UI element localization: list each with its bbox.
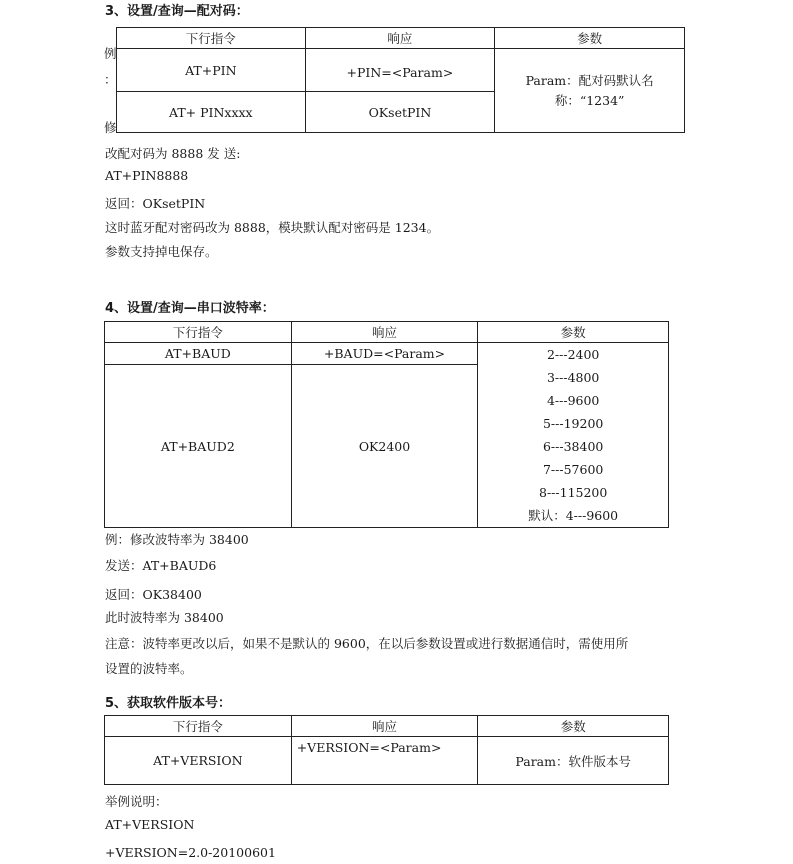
body-text-line: 举例说明： (105, 794, 168, 809)
baud-rate-option: 7---57600 (542, 462, 604, 477)
baud-rate-default: 默认：4---9600 (528, 508, 619, 523)
table-cell-param (495, 49, 685, 133)
body-text-line: 返回：OKsetPIN (105, 196, 206, 211)
section-3-heading: 3、设置/查询—配对码： (105, 4, 249, 19)
table-cell-command: AT+BAUD2 (105, 365, 292, 528)
table-cell-command: AT+BAUD (105, 343, 292, 365)
baud-rate-option: 6---38400 (542, 439, 604, 454)
body-text-line: AT+VERSION (105, 817, 195, 832)
body-text-line: 这时蓝牙配对密码改为 8888，模块默认配对密码是 1234。 (105, 220, 440, 235)
body-text-line: 返回：OK38400 (105, 587, 202, 602)
table-cell-response: +BAUD=<Param> (291, 343, 478, 365)
table-cell-response: +PIN=<Param> (305, 49, 495, 92)
table-header: 响应 (305, 28, 495, 49)
table-cell-command: AT+ PINxxxx (117, 92, 306, 133)
baud-rate-option: 2---2400 (546, 347, 600, 362)
table-cell-response: OK2400 (291, 365, 478, 528)
baud-command-table (104, 321, 669, 528)
table-header: 响应 (291, 716, 478, 737)
table-header: 响应 (291, 322, 478, 343)
body-text-line: +VERSION=2.0-20100601 (105, 845, 276, 860)
table-header: 下行指令 (105, 322, 292, 343)
baud-param-cell (478, 343, 669, 528)
table-header: 下行指令 (117, 28, 306, 49)
baud-rate-option: 5---19200 (542, 416, 604, 431)
baud-rate-option: 3---4800 (546, 370, 600, 385)
section-5-heading: 5、获取软件版本号： (105, 696, 232, 711)
baud-rate-option: 4---9600 (546, 393, 600, 408)
table-cell-response: +VERSION=<Param> (291, 737, 478, 785)
margin-char: 修 (104, 120, 117, 135)
body-text-line: 例：修改波特率为 38400 (105, 532, 249, 547)
table-cell-command: AT+PIN (117, 49, 306, 92)
body-text-line: 参数支持掉电保存。 (105, 244, 218, 259)
body-text-line: 此时波特率为 38400 (105, 610, 224, 625)
body-text-line: AT+PIN8888 (105, 168, 189, 183)
margin-char: 例 (104, 46, 117, 61)
table-header: 下行指令 (105, 716, 292, 737)
table-cell-response: OKsetPIN (305, 92, 495, 133)
pin-param-text: Param：配对码默认名称：“1234” (525, 72, 654, 108)
body-text-line: 发送：AT+BAUD6 (105, 558, 217, 573)
baud-rate-option: 8---115200 (539, 485, 608, 500)
pin-command-table (116, 27, 685, 133)
baud-rate-list (478, 343, 668, 527)
table-cell-command: AT+VERSION (105, 737, 292, 785)
version-command-table (104, 715, 669, 785)
margin-char: ： (104, 72, 117, 87)
section-4-heading: 4、设置/查询—串口波特率： (105, 301, 275, 316)
body-text-line: 改配对码为 8888 发 送: (105, 146, 241, 161)
table-cell-param: Param：软件版本号 (478, 737, 669, 785)
body-text-line: 注意：波特率更改以后，如果不是默认的 9600，在以后参数设置或进行数据通信时，需使用所 (105, 636, 629, 651)
body-text-line: 设置的波特率。 (105, 661, 193, 676)
table-header: 参数 (478, 322, 669, 343)
table-header: 参数 (495, 28, 685, 49)
table-header: 参数 (478, 716, 669, 737)
